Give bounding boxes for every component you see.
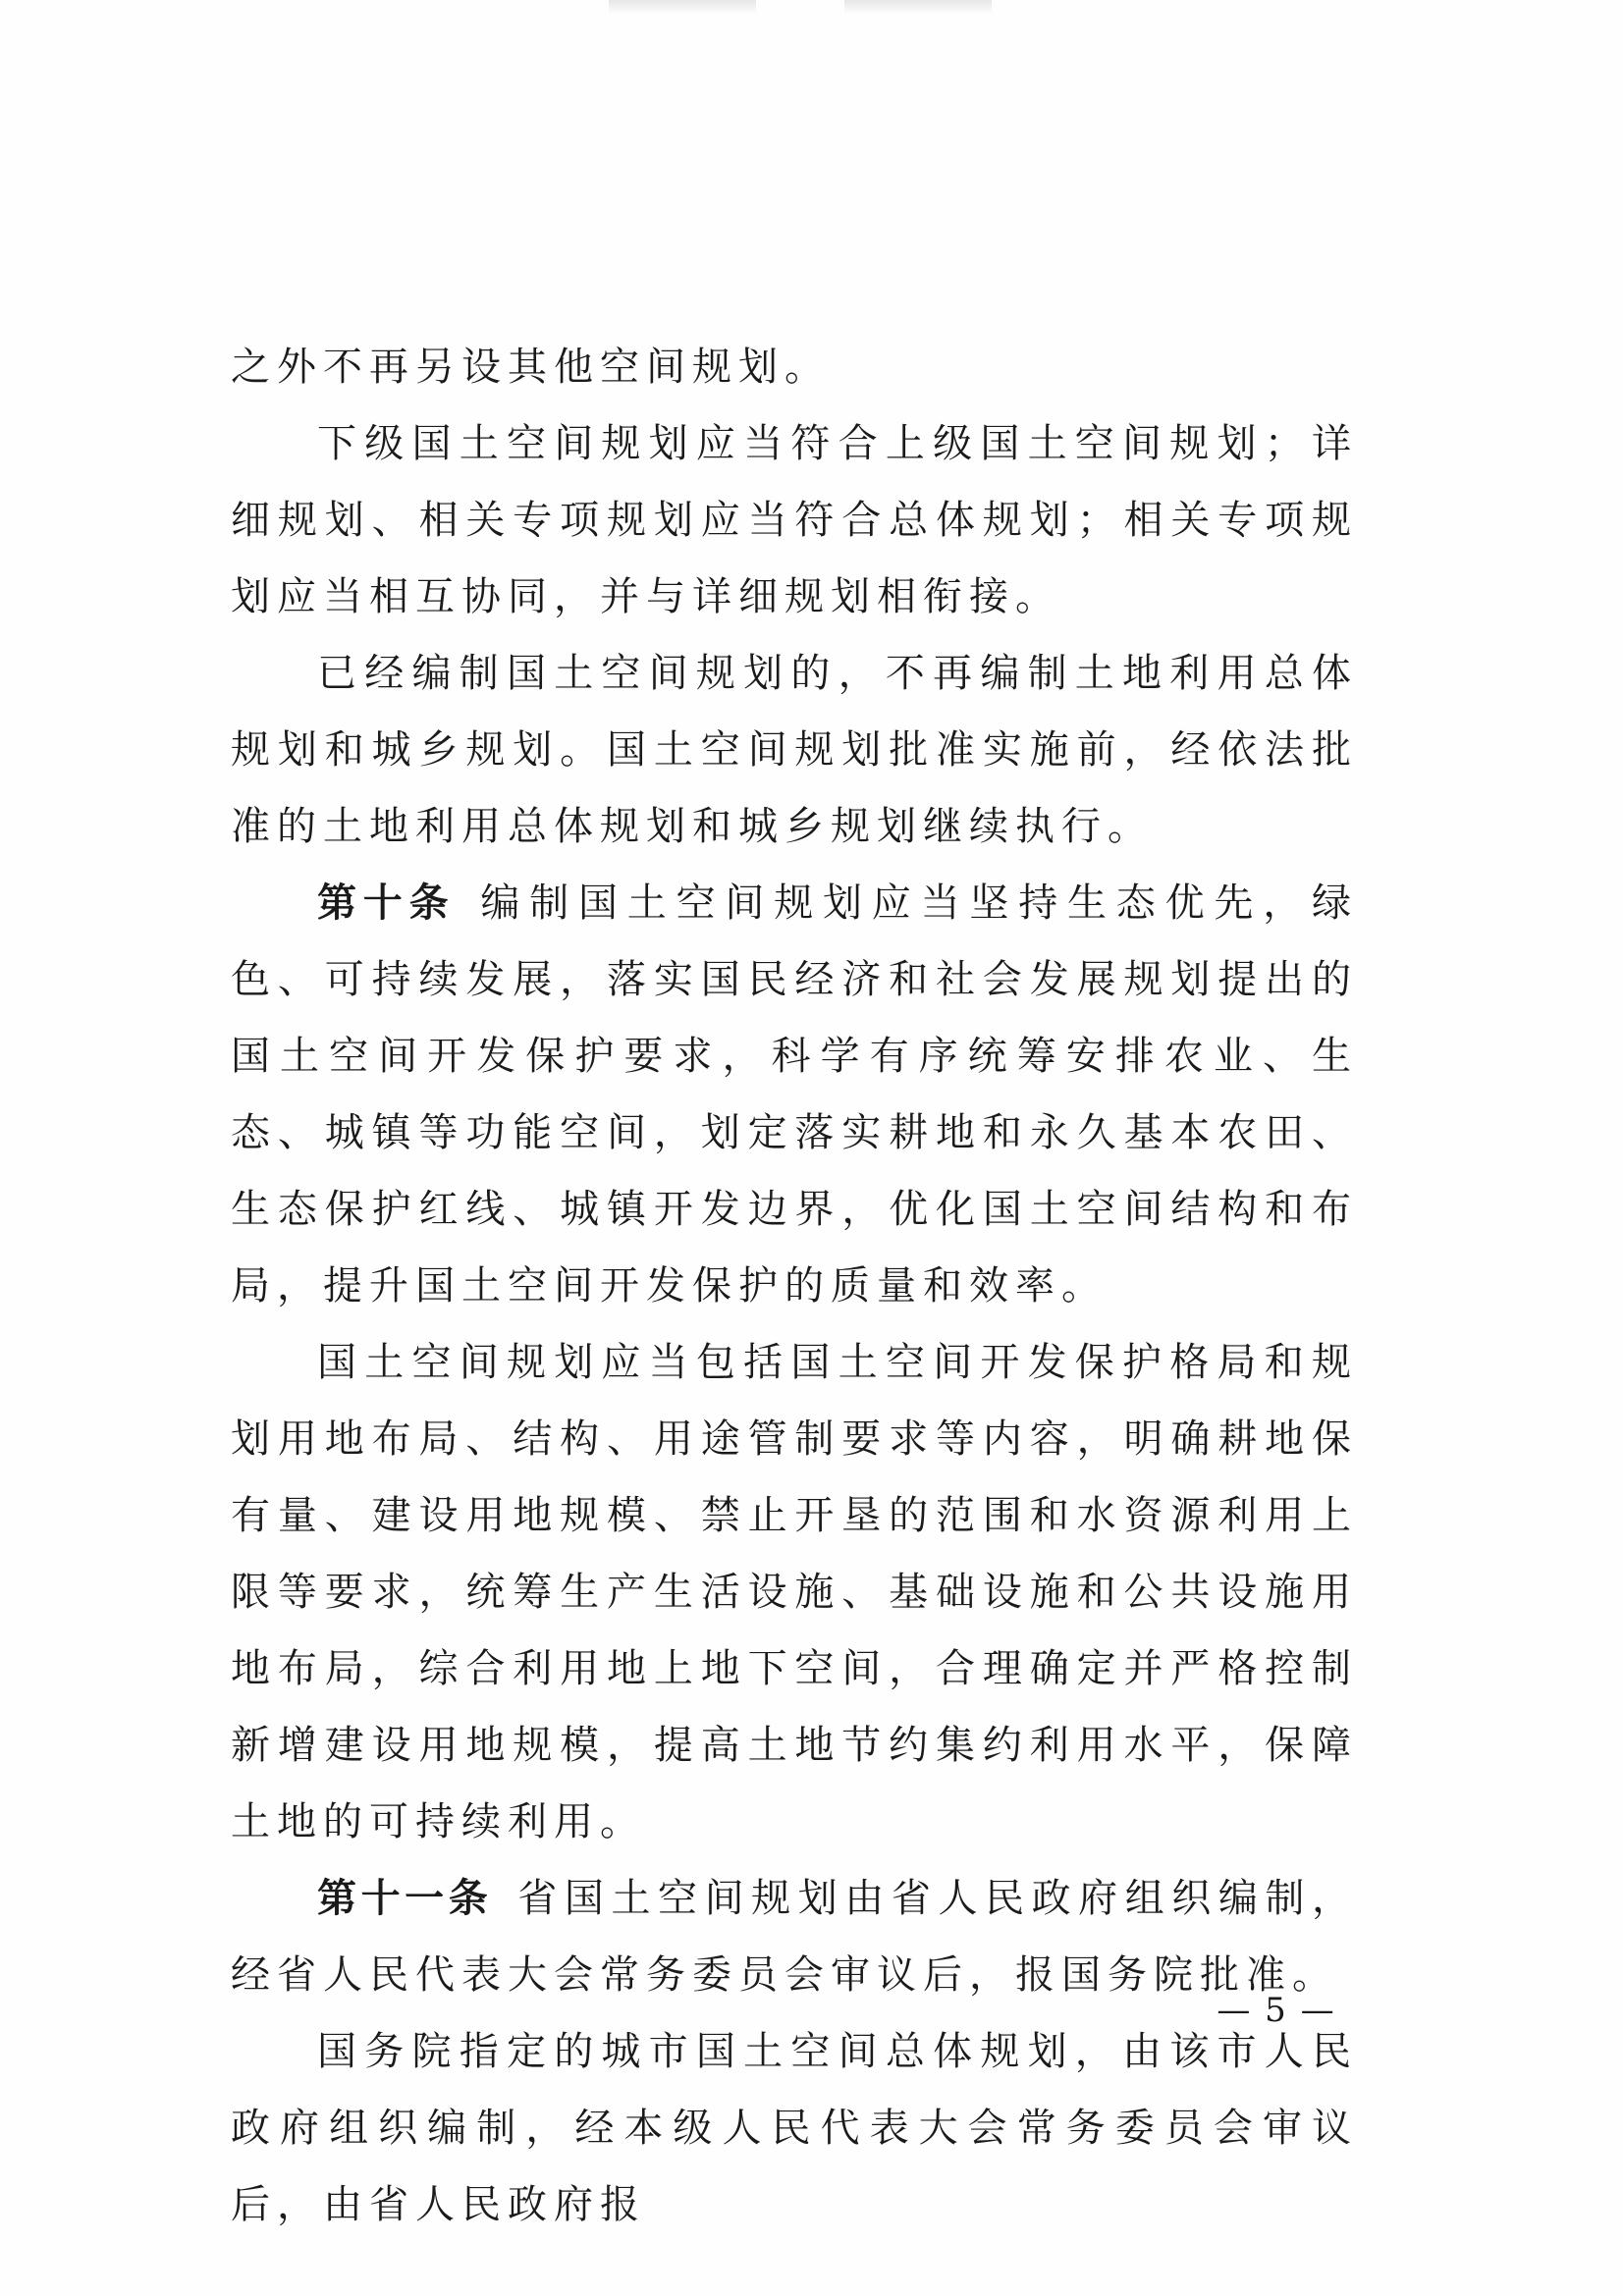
page-number: — 5 — <box>1217 1991 1336 2030</box>
paragraph-text: 之外不再另设其他空间规划。 <box>231 345 831 390</box>
paragraph-3 <box>231 635 1358 865</box>
paragraph-7 <box>231 2013 1358 2243</box>
paragraph-text: 编制国土空间规划应当坚持生态优先，绿色、可持续发展，落实国民经济和社会发展规划提出的国土空间开发保护要求，科学有序统筹安排农业、生态、城镇等功能空间，划定落实耕地和永久基本农田、生态保护红线、城镇开发边界，优化国土空间结构和布局，提升国土空间开发保护的质量和效率。 <box>231 881 1359 1308</box>
article-heading: 第十条 <box>317 881 456 926</box>
paragraph-text: 下级国土空间规划应当符合上级国土空间规划；详细规划、相关专项规划应当符合总体规划；相关专项规划应当相互协同，并与详细规划相衔接。 <box>231 421 1358 619</box>
paragraph-text: 省国土空间规划由省人民政府组织编制，经省人民代表大会常务委员会审议后，报国务院批准。 <box>231 1876 1359 1998</box>
article-heading: 第十一条 <box>317 1876 493 1921</box>
paragraph-text: 国务院指定的城市国土空间总体规划，由该市人民政府组织编制，经本级人民代表大会常务委员会审议后，由省人民政府报 <box>231 2029 1358 2227</box>
paragraph-text: 已经编制国土空间规划的，不再编制土地利用总体规划和城乡规划。国土空间规划批准实施前，经依法批准的土地利用总体规划和城乡规划继续执行。 <box>231 651 1358 849</box>
paragraph-1 <box>231 329 1358 405</box>
article-11 <box>231 1860 1358 2013</box>
paragraph-text: 国土空间规划应当包括国土空间开发保护格局和规划用地布局、结构、用途管制要求等内容，明确耕地保有量、建设用地规模、禁止开垦的范围和水资源利用上限等要求，统筹生产生活设施、基础设施和公共设施用地布局，综合利用地上地下空间，合理确定并严格控制新增建设用地规模，提高土地节约集约利用水平，保障土地的可持续利用。 <box>231 1340 1358 1844</box>
scan-artifact <box>844 0 992 14</box>
paragraph-5 <box>231 1324 1358 1860</box>
paragraph-2 <box>231 405 1358 635</box>
scan-artifact <box>609 0 756 14</box>
article-10 <box>231 865 1358 1324</box>
document-body <box>231 329 1358 2243</box>
